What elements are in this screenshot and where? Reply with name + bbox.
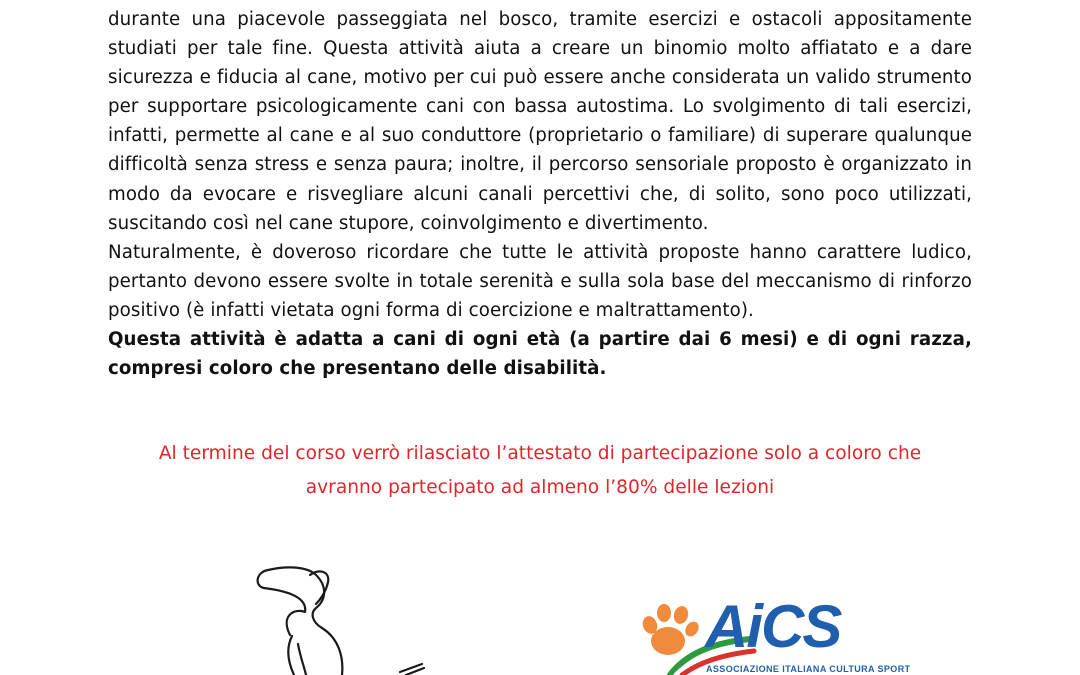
aics-logo-caption: ASSOCIAZIONE ITALIANA CULTURA SPORT: [706, 664, 911, 674]
certificate-note: [108, 437, 972, 505]
paragraph-intro: durante una piacevole passeggiata nel bosco, tramite esercizi e ostacoli appositamente studiati per tale fine. Questa attività aiuta a creare un binomio molto affiatato e a dare sicurezza e fiducia al cane, motivo per cui può essere anche considerata un valido strumento per supportare psicologicamente cani con bassa autostima. Lo svolgimento di tali esercizi, infatti, permette al cane e al suo conduttore (proprietario o familiare) di superare qualunque difficoltà senza stress e senza paura; inoltre, il percorso sensoriale proposto è organizzato in modo da evocare e risvegliare alcuni canali percettivi che, di solito, sono poco utilizzati, suscitando così nel cane stupore, coinvolgimento e divertimento.: [108, 9, 972, 234]
body-text: [108, 5, 972, 383]
paragraph-age-info: Questa attività è adatta a cani di ogni età (a partire dai 6 mesi) e di ogni razza, compresi coloro che presentano delle disabilità.: [108, 329, 972, 380]
aics-logo-text: AiCS: [705, 593, 841, 660]
certificate-note-line-2: avranno partecipato ad almeno l’80% delle lezioni: [305, 477, 775, 498]
paragraph-playful: Naturalmente, è doveroso ricordare che tutte le attività proposte hanno carattere ludico, pertanto devono essere svolte in totale serenità e sulla sola base del meccanismo di rinforzo positivo (è infatti vietata ogni forma di coercizione e maltrattamento).: [108, 241, 972, 321]
dog-line-drawing-icon: [250, 560, 440, 675]
paw-icon: [640, 604, 701, 655]
certificate-note-line-1: Al termine del corso verrò rilasciato l’attestato di partecipazione solo a coloro che: [158, 443, 922, 464]
